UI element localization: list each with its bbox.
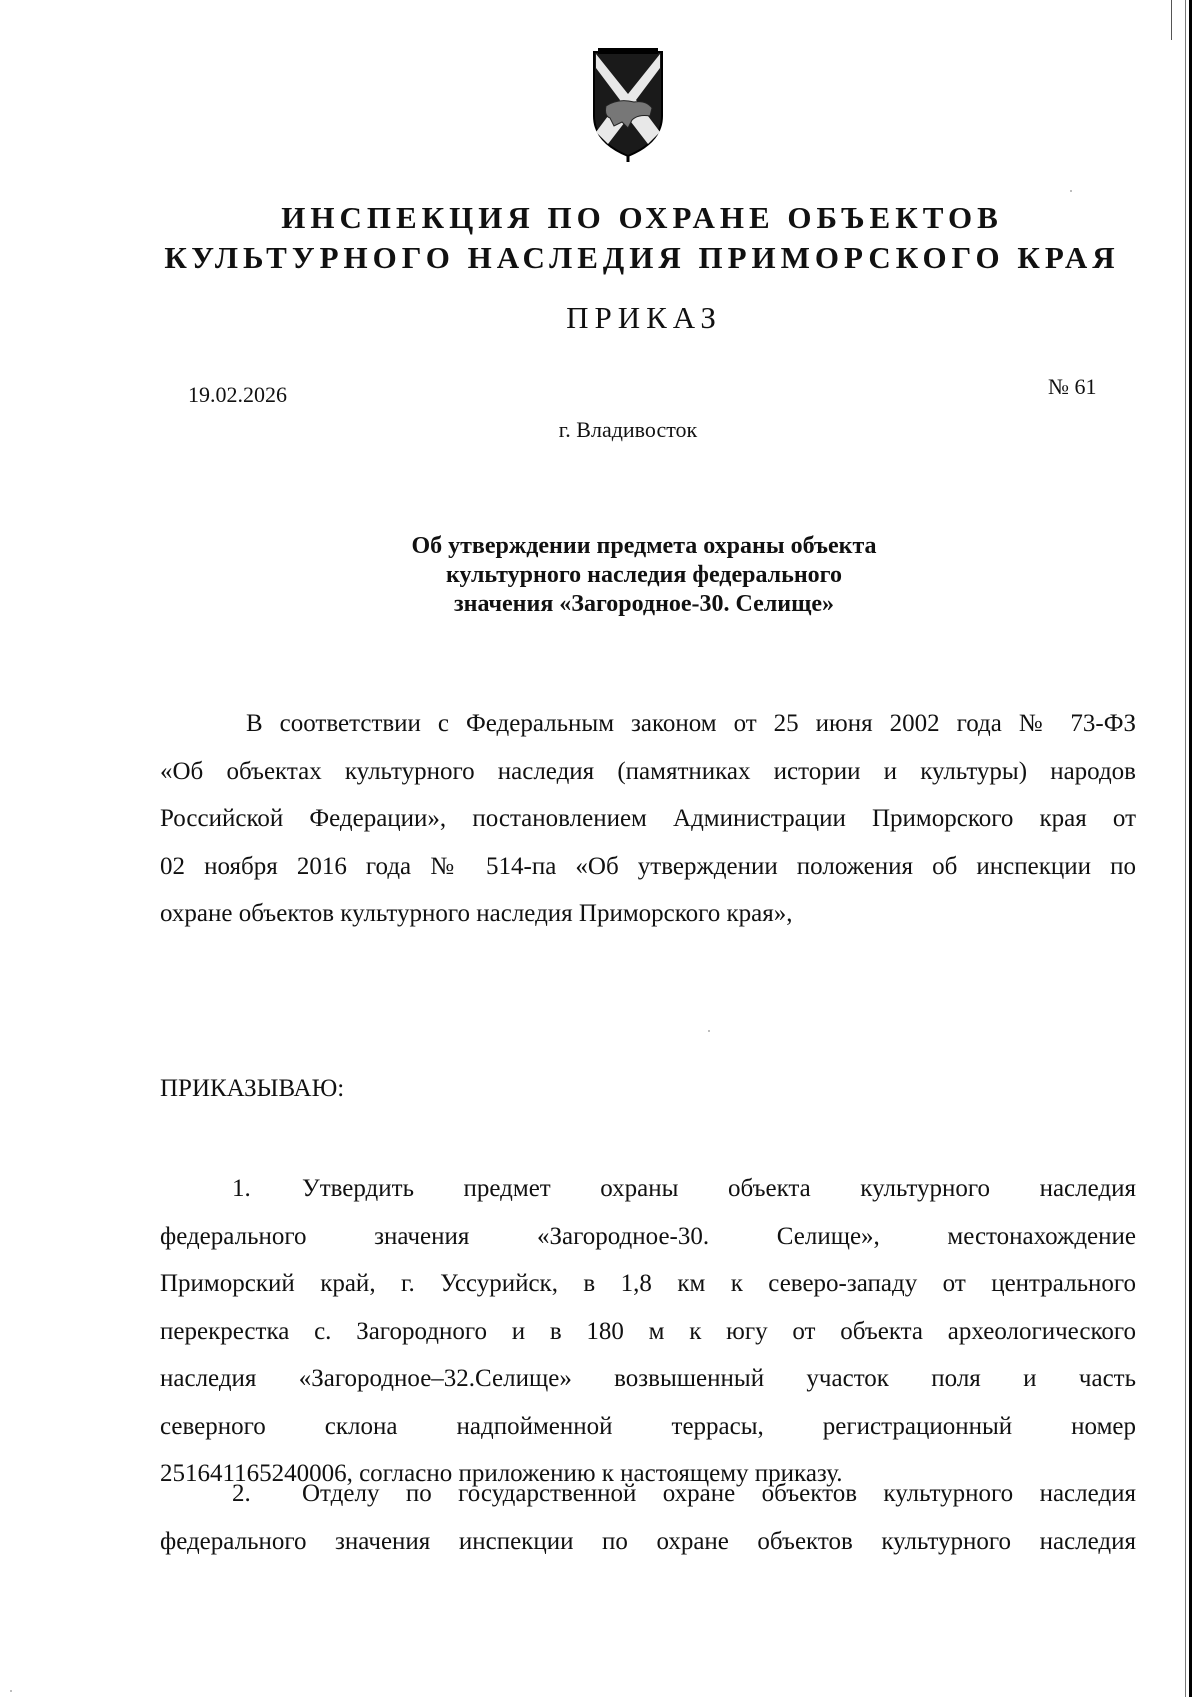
scan-speck (708, 1030, 710, 1032)
item-line: Приморский край, г. Уссурийск, в 1,8 км к северо-западу от центрального (160, 1270, 1136, 1297)
document-date: 19.02.2026 (188, 382, 287, 407)
document-type: ПРИКАЗ (566, 300, 722, 335)
item-number: 1. (232, 1175, 251, 1202)
title-line: Об утверждении предмета охраны объекта (411, 533, 877, 559)
preamble-line: 02 ноября 2016 года № 514-па «Об утверждении положения об инспекции по (160, 852, 1136, 880)
order-word: ПРИКАЗЫВАЮ: (160, 1075, 345, 1102)
item-line (160, 1470, 1136, 1518)
preamble-line: В соответствии с Федеральным законом от 25 июня 2002 года № 73-ФЗ (246, 710, 1136, 737)
preamble-line: охране объектов культурного наследия Приморского края», (160, 900, 793, 927)
item-line: перекрестка с. Загородного и в 180 м к югу от объекта археологического (160, 1317, 1136, 1345)
item-number: 2. (232, 1480, 251, 1507)
item-line: наследия «Загородное–32.Селище» возвышенный участок поля и часть (160, 1365, 1136, 1392)
coat-of-arms-icon (588, 46, 668, 164)
item-line: северного склона надпойменной террасы, регистрационный номер (160, 1412, 1136, 1440)
order-item (160, 1470, 1136, 1565)
item-line (160, 1165, 1136, 1213)
document-number: № 61 (1048, 374, 1097, 399)
item-line: федерального значения инспекции по охране объектов культурного наследия (160, 1527, 1136, 1555)
agency-name-line-2: КУЛЬТУРНОГО НАСЛЕДИЯ ПРИМОРСКОГО КРАЯ (164, 240, 1120, 275)
preamble-paragraph (160, 700, 1136, 938)
title-line: значения «Загородное-30. Селище» (453, 591, 835, 617)
document-city: г. Владивосток (558, 417, 698, 442)
preamble-line: Российской Федерации», постановлением Администрации Приморского края от (160, 805, 1136, 832)
item-line-text: Утвердить предмет охраны объекта культурного наследия (302, 1175, 1136, 1202)
preamble-line: «Об объектах культурного наследия (памятниках истории и культуры) народов (160, 757, 1136, 785)
item-line: федерального значения «Загородное-30. Селище», местонахождение (160, 1222, 1136, 1250)
title-line: культурного наследия федерального (446, 562, 842, 588)
document-title (0, 532, 1200, 619)
scan-border-mark (1171, 0, 1172, 40)
agency-name-line-1: ИНСПЕКЦИЯ ПО ОХРАНЕ ОБЪЕКТОВ (281, 200, 1003, 235)
scan-speck (10, 1690, 12, 1692)
order-item (160, 1165, 1136, 1498)
scan-speck (1070, 190, 1072, 192)
item-line-text: Отделу по государственной охране объектов культурного наследия (302, 1480, 1136, 1507)
item-line: 251641165240006, согласно приложению к настоящему приказу. (160, 1460, 843, 1487)
